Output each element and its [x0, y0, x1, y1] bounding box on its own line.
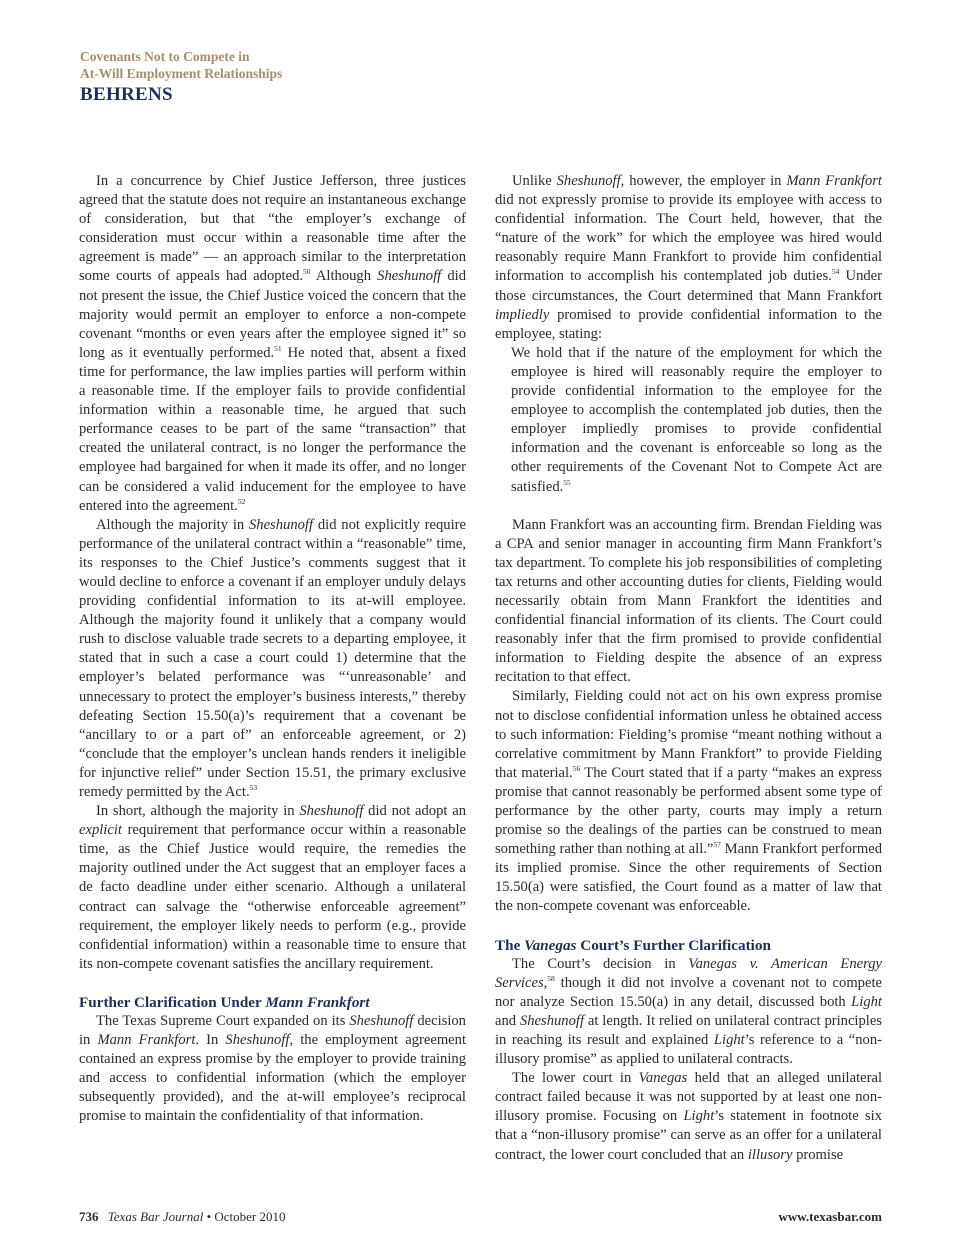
paragraph-accounting-firm: Mann Frankfort was an accounting firm. Brendan Fielding was a CPA and senior manager in accounting firm Mann Frankfort’s tax department. To complete his job responsibilities of completing tax returns and other accounting duties for clients, Fielding would necessarily obtain from Mann Frankfort the identities and confidential financial information of its clients. The Court could reasonably infer that the firm promised to provide confidential information to Fielding despite the absence of an express recitation to that effect. — [495, 516, 882, 686]
author-name: BEHRENS — [80, 84, 173, 105]
footnote-ref[interactable]: 55 — [563, 477, 571, 487]
paragraph-vanegas-decision: The Court’s decision in Vanegas v. American Energy Services,$^{58}$ though it did not involve a covenant not to compete nor analyze Section 15.50(a) in any detail, discussed both Light and Sheshunoff at length. It relied on unilateral contract principles in reaching its result and explained Light’s reference to a “non-illusory promise” as applied to unilateral contracts. — [495, 955, 883, 1068]
footnote-ref[interactable]: 50 — [303, 267, 311, 277]
right-column — [495, 172, 882, 1165]
page-footer — [79, 1209, 882, 1225]
paragraph-concurrence: In a concurrence by Chief Justice Jefferson, three justices agreed that the statute does not require an instantaneous exchange of consideration, but that “the employer’s exchange of consideration must occur within a reasonable time after the agreement is made” — an approach similar to the interpretation some courts of appeals had adopted.$^{50}$ Although Sheshunoff did not present the issue, the Chief Justice voiced the concern that the majority would permit an employer to enforce a non-compete covenant “months or even years after the employee signed it” so long as it eventually performed.$^{51}$ He noted that, absent a fixed time for performance, the law implies parties will perform within a reasonable time. If the employer fails to provide confidential information within a reasonable time, he argued that such performance ceases to be part of the same “transaction” that created the unilateral contract, is no longer the performance the employee had bargained for when it made its offer, and no longer can be considered a valid inducement for the employee to have entered into the agreement.$^{52}$ — [79, 173, 467, 514]
paragraph-lower-court: The lower court in Vanegas held that an alleged unilateral contract failed because it was not supported by at least one non-illusory promise. Focusing on Light’s statement in footnote six that a “non-illusory promise” can serve as an offer for a unilateral contract, the lower court concluded that an illusory promise — [495, 1070, 882, 1163]
footnote-ref[interactable]: 51 — [274, 343, 282, 353]
footnote-ref[interactable]: 52 — [237, 496, 246, 506]
paragraph-majority: Although the majority in Sheshunoff did not explicitly require performance of the unilateral contract within a “reasonable” time, its responses to the Chief Justice’s comments suggest that it would decline to enforce a covenant if an employer unduly delays providing confidential information to its at-will employee. Although the majority found it unlikely that a company would rush to disclose valuable trade secrets to a departing employee, it stated that in such a case a court could 1) determine that the employer’s belated performance was “‘unreasonable’ and unnecessary to protect the employer’s business interests,” thereby defeating Section 15.50(a)’s requirement that a covenant be “ancillary to or a part of” an enforceable agreement, or 2) “conclude that the employer’s unclean hands renders it ineligible for injunctive relief” under Section 15.51, the primary exclusive remedy permitted by the Act.$^{53}$ — [79, 516, 466, 800]
paragraph-in-short: In short, although the majority in Sheshunoff did not adopt an explicit requirement that performance occur within a reasonable time, as the Chief Justice would require, the remedies the majority outlined under the Act suggest that an employer faces a de facto deadline under either scenario. Although a unilateral contract can salvage the “otherwise enforceable agreement” requirement, the employer likely needs to perform (e.g., provide confidential information) within a reasonable time to ensure that its non-compete covenant satisfies the ancillary requirement. — [79, 803, 466, 972]
issue-date: October 2010 — [214, 1209, 286, 1224]
footnote-ref[interactable]: 53 — [249, 783, 258, 793]
running-title-line-1: Covenants Not to Compete in — [80, 49, 250, 64]
paragraph-expanded: The Texas Supreme Court expanded on its Sheshunoff decision in Mann Frankfort. In Sheshunoff, the employment agreement contained an express promise by the employer to provide training and access to confidential information (which the employer subsequently provided), and the at-will employee’s reciprocal promise to maintain the confidentiality of that information. — [79, 1012, 466, 1125]
journal-name: Texas Bar Journal — [107, 1209, 204, 1224]
footer-separator: • — [206, 1209, 212, 1224]
footnote-ref[interactable]: 58 — [547, 973, 555, 983]
page-number: 736 — [79, 1209, 99, 1224]
paragraph-unlike-sheshunoff: Unlike Sheshunoff, however, the employer in Mann Frankfort did not expressly promise to provide its employee with access to confidential information. The Court held, however, that the “nature of the work” for which the employee was hired would reasonably require Mann Frankfort to provide him confidential information to accomplish his contemplated job duties.$^{54}$ Under those circumstances, the Court determined that Mann Frankfort impliedly promised to provide confidential information to the employee, stating: — [495, 173, 882, 342]
footnote-ref[interactable]: 57 — [713, 840, 721, 850]
running-title-line-2: At-Will Employment Relationships — [80, 65, 283, 81]
left-column — [79, 172, 466, 1127]
section-heading-vanegas: The Vanegas Court’s Further Clarification — [495, 936, 771, 954]
footnote-ref[interactable]: 56 — [572, 763, 581, 773]
running-header — [80, 49, 282, 106]
section-heading-mann-frankfort: Further Clarification Under Mann Frankfort — [79, 993, 370, 1011]
block-quote-holding: We hold that if the nature of the employment for which the employee is hired will reasonably require the employer to provide confidential information to the employee for the employee to accomplish the contemplated job duties, then the employer impliedly promises to provide confidential information and the covenant is enforceable so long as the other requirements of the Covenant Not to Compete Act are satisfied.$^{55}$ — [511, 344, 882, 495]
paragraph-similarly: Similarly, Fielding could not act on his own express promise not to disclose confidential information unless he obtained access to such information: Fielding’s promise “meant nothing without a correlative commitment by Mann Frankfort” to provide Fielding that material.$^{56}$ The Court stated that if a party “makes an express promise that cannot reasonably be performed absent some type of performance by the other party, courts may imply a return promise so the dealings of the parties can be construed to mean something rather than nothing at all.”$^{57}$ Mann Frankfort performed its implied promise. Since the other requirements of Section 15.50(a) were satisfied, the Court found as a matter of law that the non-compete covenant was enforceable. — [495, 688, 882, 915]
website-link[interactable]: www.texasbar.com — [778, 1209, 882, 1224]
footnote-ref[interactable]: 54 — [831, 267, 840, 277]
